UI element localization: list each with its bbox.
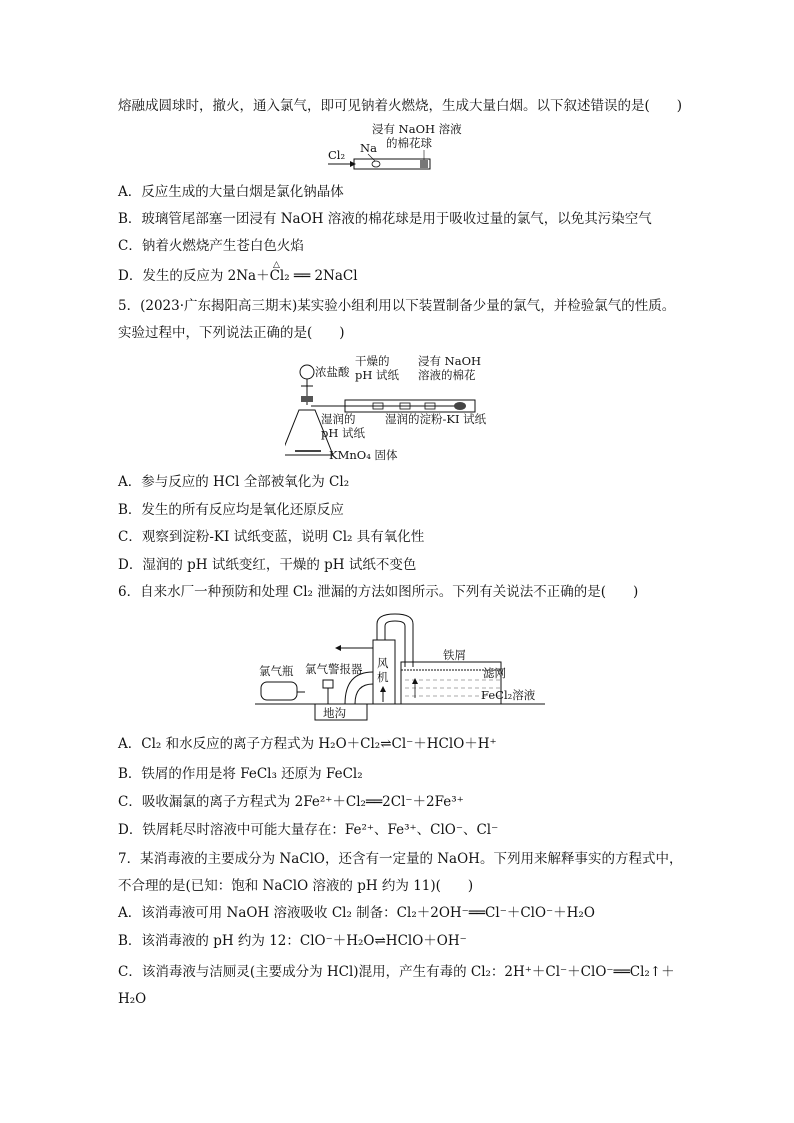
q4-option-a: A．反应生成的大量白烟是氯化钠晶体 bbox=[118, 184, 344, 200]
q7-option-c: C．该消毒液与洁厕灵(主要成分为 HCl)混用，产生有毒的 Cl₂：2H⁺＋Cl⁻＋ClO⁻══Cl₂↑＋ bbox=[118, 964, 675, 980]
label-iron: 铁屑 bbox=[443, 648, 466, 662]
q5-option-b: B．发生的所有反应均是氧化还原反应 bbox=[118, 502, 344, 518]
label-naoh-1: 浸有 NaOH bbox=[418, 354, 482, 368]
label-wet-ph-1: 湿润的 bbox=[321, 412, 356, 426]
q4-option-b: B．玻璃管尾部塞一团浸有 NaOH 溶液的棉花球是用于吸收过量的氯气，以免其污染空气 bbox=[118, 211, 652, 227]
q4-figure bbox=[320, 118, 462, 180]
label-wet-ph-2: pH 试纸 bbox=[321, 426, 366, 440]
q4-stem: 熔融成圆球时，撤火，通入氯气，即可见钠着火燃烧，生成大量白烟。以下叙述错误的是( ) bbox=[118, 98, 683, 114]
tube-diagram bbox=[320, 118, 450, 180]
label-naoh-2: 溶液的棉花 bbox=[418, 368, 476, 382]
q4-option-c: C．钠着火燃烧产生苍白色火焰 bbox=[118, 238, 304, 254]
label-filter: 滤网 bbox=[483, 666, 506, 680]
label-fecl2: FeCl₂溶液 bbox=[481, 688, 536, 702]
q7-stem-1: 7．某消毒液的主要成分为 NaClO，还含有一定量的 NaOH。下列用来解释事实的方程式中， bbox=[118, 851, 683, 867]
label-wet-ki: 湿润的淀粉-KI 试纸 bbox=[385, 412, 487, 426]
q7-option-b: B．该消毒液的 pH 约为 12：ClO⁻＋H₂O⇌HClO＋OH⁻ bbox=[118, 933, 467, 949]
q6-stem: 6．自来水厂一种预防和处理 Cl₂ 泄漏的方法如图所示。下列有关说法不正确的是( ) bbox=[118, 584, 639, 600]
label-fan-1: 风 bbox=[377, 656, 389, 670]
q6-figure bbox=[255, 612, 545, 724]
q4-label-cotton-2: 的棉花球 bbox=[386, 136, 432, 150]
q4-option-d: D．发生的反应为 2Na＋Cl₂ ══ 2NaCl bbox=[118, 268, 358, 284]
q7-stem-2: 不合理的是(已知：饱和 NaClO 溶液的 pH 约为 11)( ) bbox=[118, 878, 474, 894]
label-kmno4: KMnO₄ 固体 bbox=[329, 448, 398, 462]
label-conc-hcl: 浓盐酸 bbox=[315, 365, 350, 379]
q5-figure bbox=[285, 350, 515, 465]
label-fan-2: 机 bbox=[377, 670, 389, 684]
q6-option-a: A．Cl₂ 和水反应的离子方程式为 H₂O＋Cl₂⇌Cl⁻＋HClO＋H⁺ bbox=[118, 736, 497, 752]
q4-label-cl2: Cl₂ bbox=[328, 148, 346, 162]
label-dry-ph-2: pH 试纸 bbox=[355, 368, 400, 382]
q5-stem-2: 实验过程中，下列说法正确的是( ) bbox=[118, 325, 345, 341]
heat-symbol: △ bbox=[273, 260, 280, 270]
q4-label-na: Na bbox=[360, 141, 377, 155]
q6-option-d: D．铁屑耗尽时溶液中可能大量存在：Fe²⁺、Fe³⁺、ClO⁻、Cl⁻ bbox=[118, 822, 499, 838]
q4-label-cotton-1: 浸有 NaOH 溶液 bbox=[372, 122, 462, 136]
q7-option-c-cont: H₂O bbox=[118, 991, 147, 1007]
q5-option-d: D．湿润的 pH 试纸变红，干燥的 pH 试纸不变色 bbox=[118, 557, 417, 573]
q6-option-c: C．吸收漏氯的离子方程式为 2Fe²⁺＋Cl₂══2Cl⁻＋2Fe³⁺ bbox=[118, 794, 464, 810]
label-alarm: 氯气警报器 bbox=[305, 662, 363, 676]
label-trench: 地沟 bbox=[323, 706, 346, 720]
label-dry-ph-1: 干燥的 bbox=[355, 354, 390, 368]
q6-option-b: B．铁屑的作用是将 FeCl₃ 还原为 FeCl₂ bbox=[118, 766, 363, 782]
label-cylinder: 氯气瓶 bbox=[259, 664, 294, 678]
q5-stem-1: 5．(2023·广东揭阳高三期末)某实验小组利用以下装置制备少量的氯气，并检验氯气的性质。 bbox=[118, 298, 676, 314]
q5-option-a: A．参与反应的 HCl 全部被氧化为 Cl₂ bbox=[118, 474, 350, 490]
q7-option-a: A．该消毒液可用 NaOH 溶液吸收 Cl₂ 制备：Cl₂＋2OH⁻══Cl⁻＋ClO⁻＋H₂O bbox=[118, 905, 595, 921]
q5-option-c: C．观察到淀粉-KI 试纸变蓝，说明 Cl₂ 具有氧化性 bbox=[118, 529, 425, 545]
